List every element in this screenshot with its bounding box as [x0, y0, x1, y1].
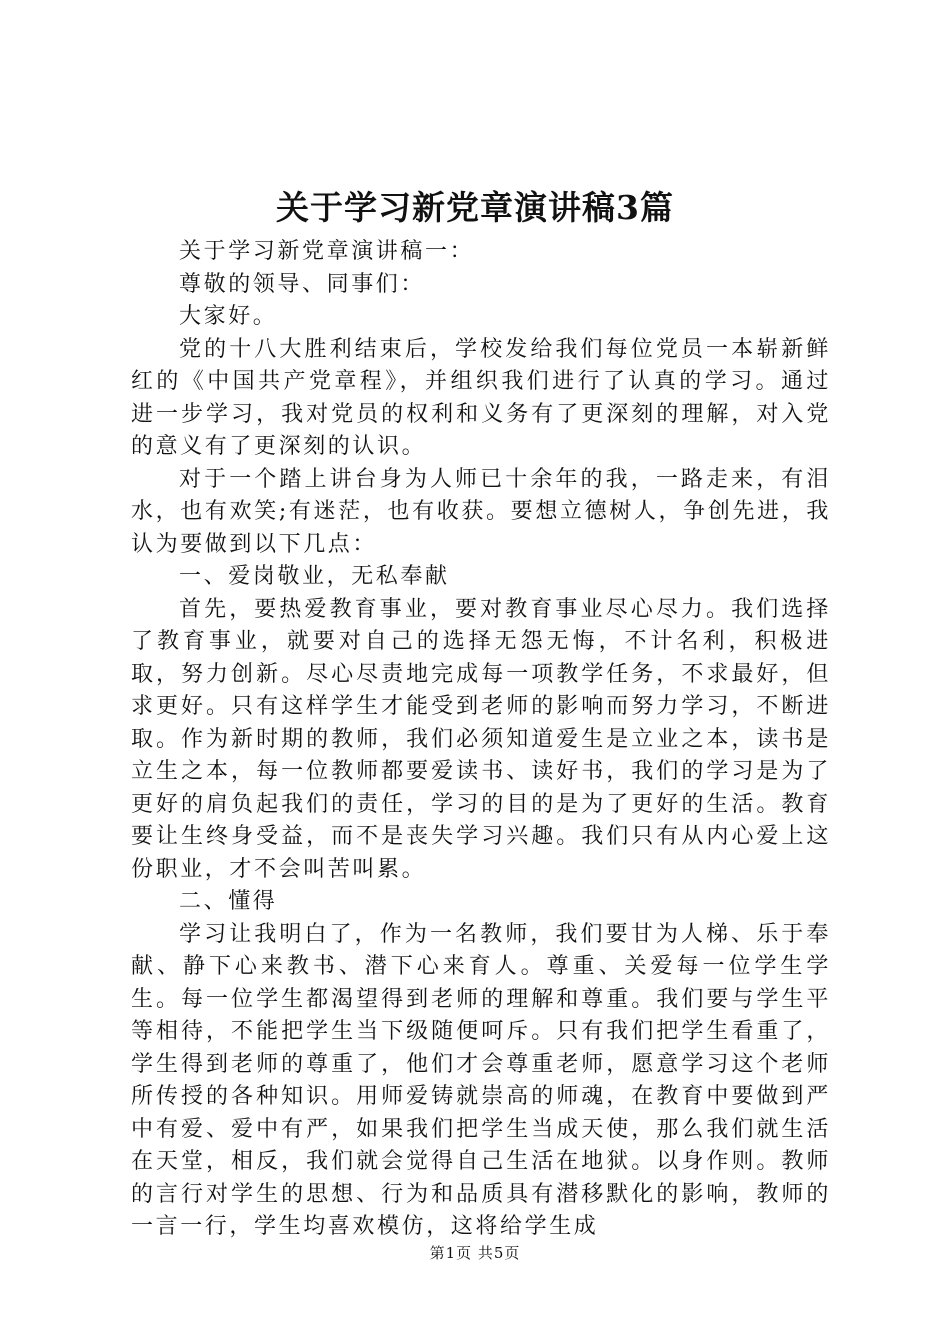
paragraph-intro: 党的十八大胜利结束后，学校发给我们每位党员一本崭新鲜红的《中国共产党章程》，并组织我们进行了认真的学习。通过进一步学习，我对党员的权利和义务有了更深刻的理解，对入党的意义有了更深刻的认识。 [131, 336, 831, 459]
paragraph-reflection: 对于一个踏上讲台身为人师已十余年的我，一路走来，有泪水，也有欢笑;有迷茫，也有收获。要想立德树人，争创先进，我认为要做到以下几点： [131, 466, 831, 557]
section-heading-two: 二、懂得 [179, 889, 278, 914]
paragraph-greeting: 大家好。 [179, 304, 278, 329]
paragraph-section-one: 首先，要热爱教育事业，要对教育事业尽心尽力。我们选择了教育事业，就要对自己的选择无怨无悔，不计名利，积极进取，努力创新。尽心尽责地完成每一项教学任务，不求最好，但求更好。只有这样学生才能受到老师的影响而努力学习，不断进取。作为新时期的教师，我们必须知道爱生是立业之本，读书是立生之本，每一位教师都要爱读书、读好书，我们的学习是为了更好的肩负起我们的责任，学习的目的是为了更好的生活。教育要让生终身受益，而不是丧失学习兴趣。我们只有从内心爱上这份职业，才不会叫苦叫累。 [131, 596, 831, 882]
paragraph-salutation: 尊敬的领导、同事们： [179, 271, 426, 297]
section-heading-one: 一、爱岗敬业，无私奉献 [179, 564, 450, 589]
document-title: 关于学习新党章演讲稿3篇 [276, 188, 674, 227]
document-body [131, 236, 831, 1244]
page-number: 第1页 共5页 [429, 1244, 521, 1262]
paragraph-section-two: 学习让我明白了，作为一名教师，我们要甘为人梯、乐于奉献、静下心来教书、潜下心来育人。尊重、关爱每一位学生学生。每一位学生都渴望得到老师的理解和尊重。我们要与学生平等相待，不能把学生当下级随便呵斥。只有我们把学生看重了，学生得到老师的尊重了，他们才会尊重老师，愿意学习这个老师所传授的各种知识。用师爱铸就崇高的师魂，在教育中要做到严中有爱、爱中有严，如果我们把学生当成天使，那么我们就生活在天堂，相反，我们就会觉得自己生活在地狱。以身作则。教师的言行对学生的思想、行为和品质具有潜移默化的影响，教师的一言一行，学生均喜欢模仿，这将给学生成 [131, 921, 831, 1239]
paragraph-heading-speech-one: 关于学习新党章演讲稿一： [179, 239, 475, 264]
